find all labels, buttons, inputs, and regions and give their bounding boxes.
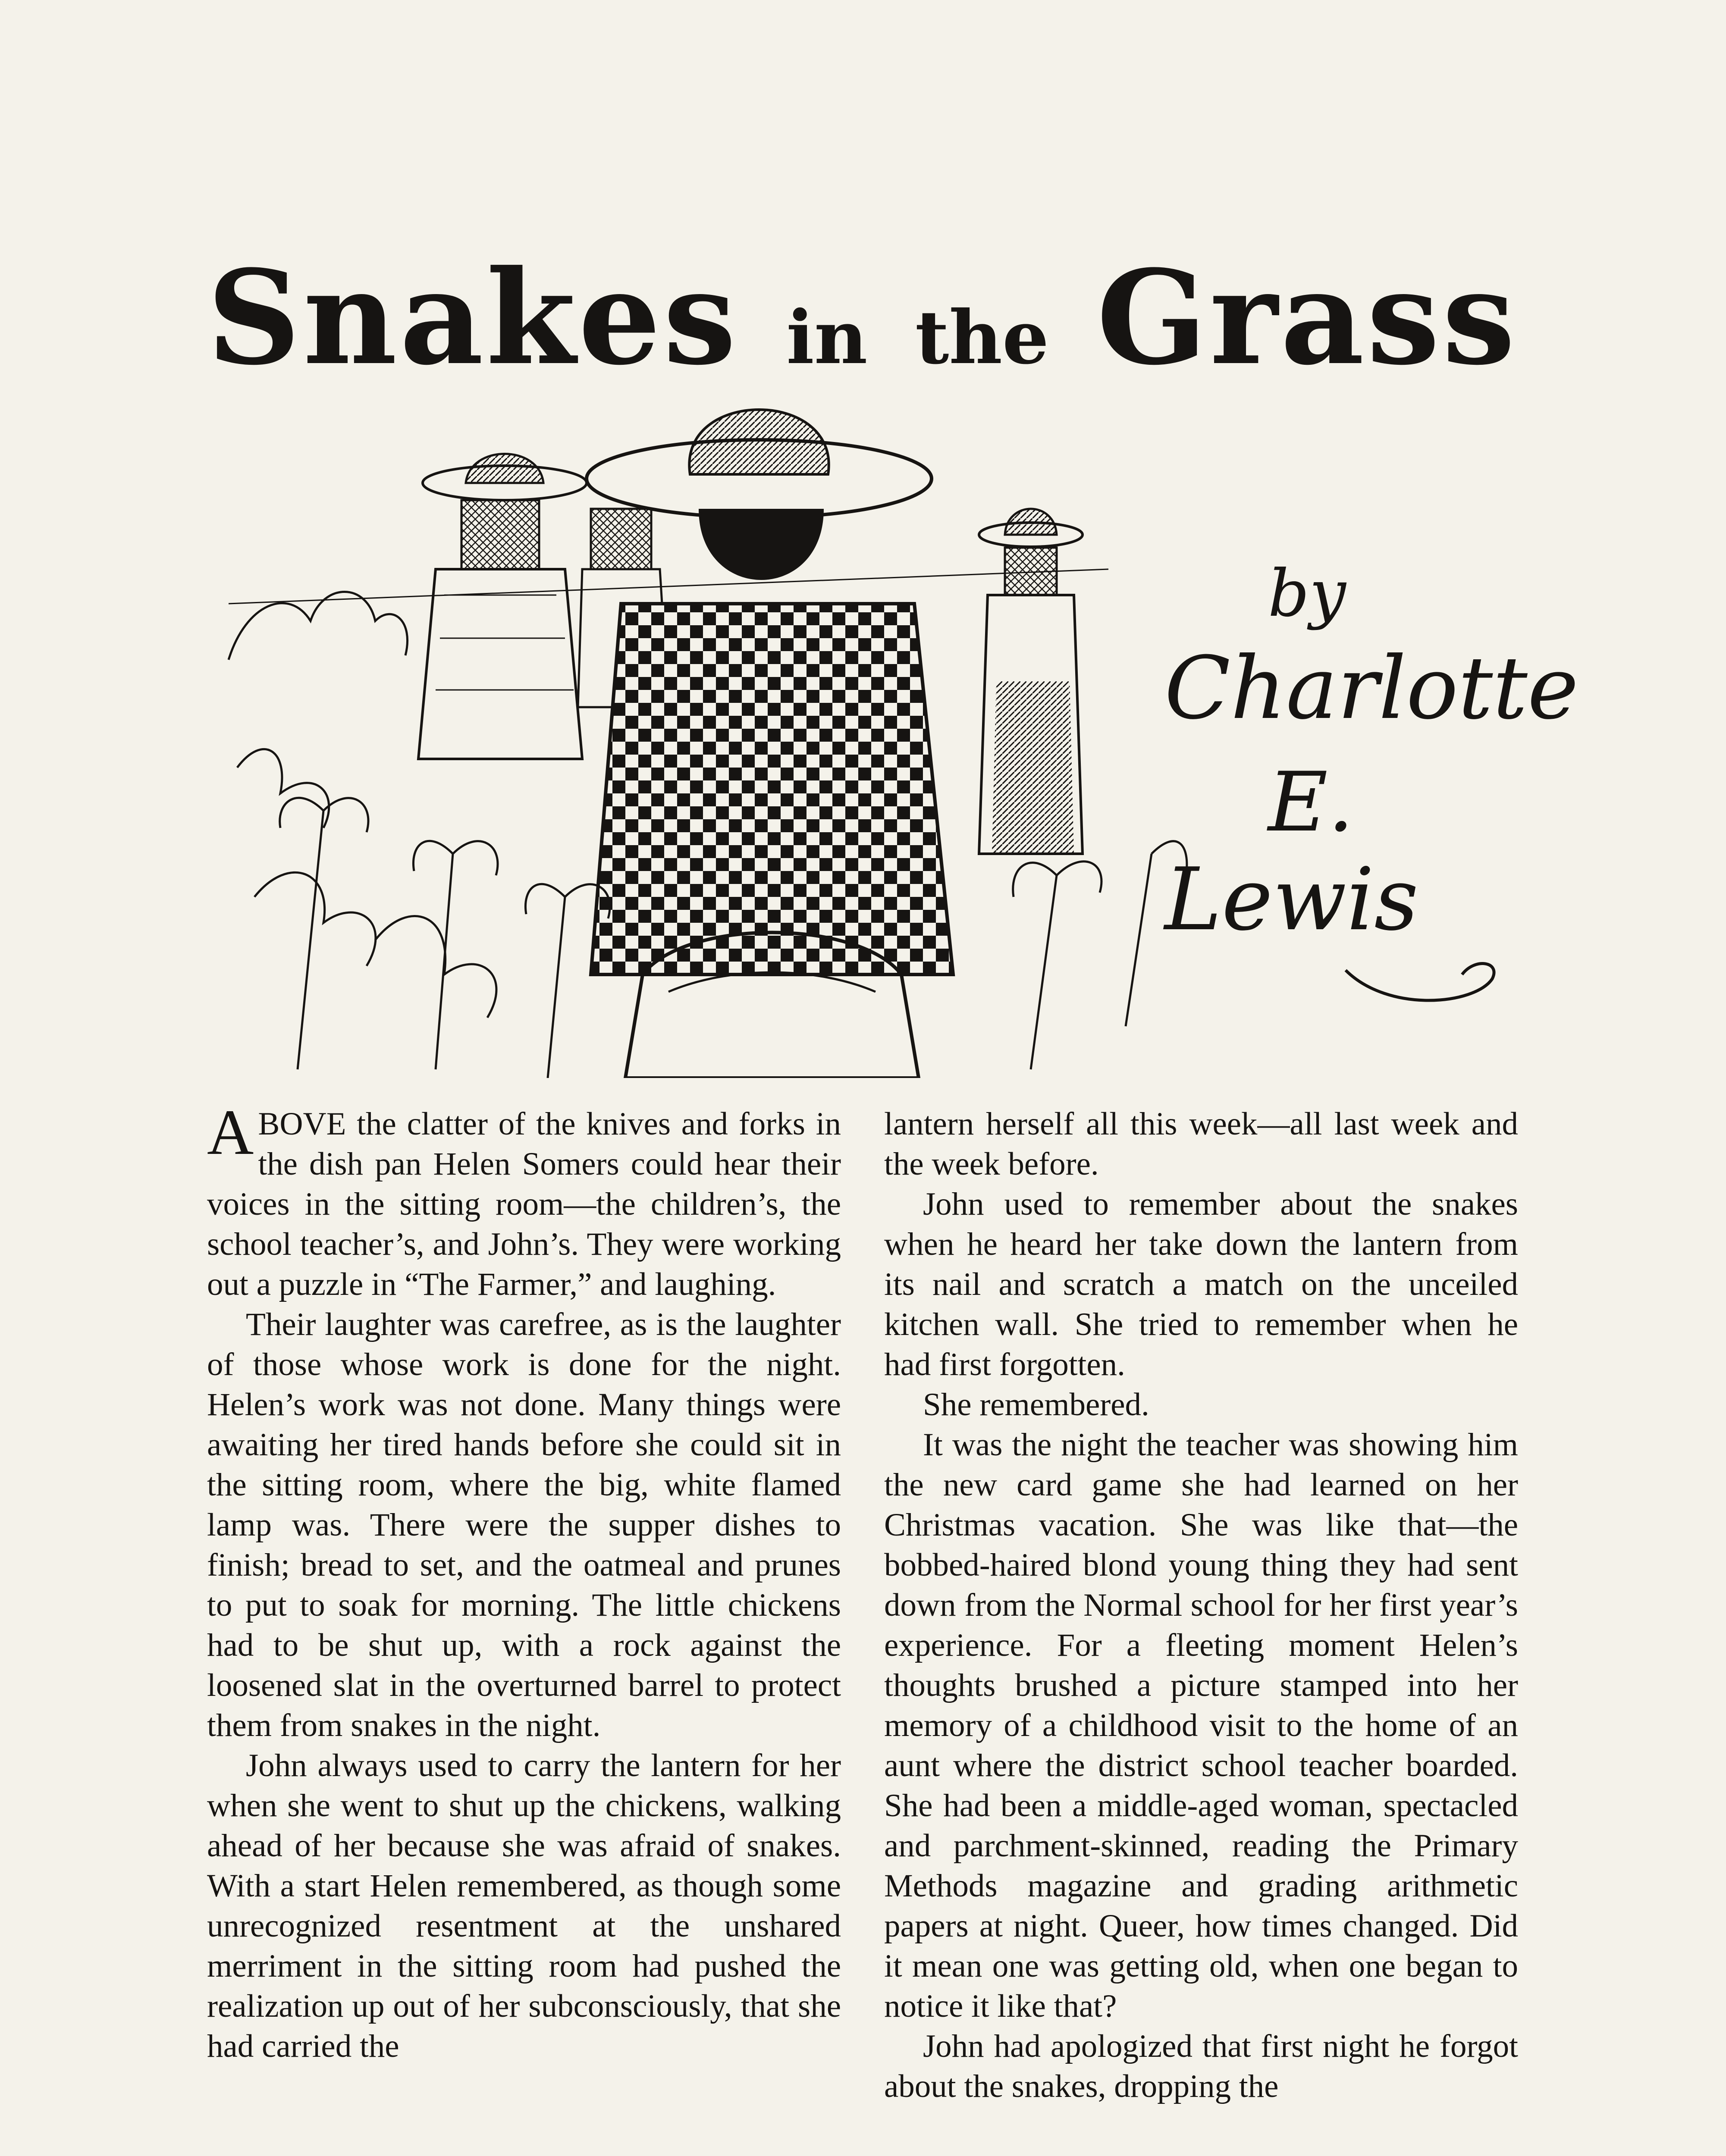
paragraph: Their laughter was carefree, as is the laughter of those whose work is done for the night. Helen’s work was not done. Many things were awaiting her tired hands before she could sit in the sitting room, where the big, white flamed lamp was. There were the supper dishes to finish; bread to set, and the oatmeal and prunes to put to soak for morning. The little chickens had to be shut up, with a rock against the loosened slat in the overturned barrel to protect them from snakes in the night. [207,1307,841,1743]
paragraph: John used to remember about the snakes when he heard her take down the lantern from its nail and scratch a match on the unceiled kitchen wall. She tried to remember when he had first forgotten. [884,1186,1518,1382]
worker-left [418,454,587,759]
title-word-in: in [786,295,868,381]
story-column-left [207,1097,841,2066]
story-column-right [884,1104,1518,2106]
title-word-grass: Grass [1096,241,1518,394]
author-first-name: Charlotte [1164,638,1579,739]
paragraph: It was the night the teacher was showing him the new card game she had learned on her Christmas vacation. She was like that—the bobbed-haired blond young thing they had sent down from the Normal school for her first year’s experience. For a fleeting moment Helen’s thoughts brushed a picture stamped into her memory of a childhood visit to the home of an aunt where the district school teacher boarded. She had been a middle-aged woman, spectacled and parchment-skinned, reading the Primary Methods magazine and grading arithmetic papers at night. Queer, how times changed. Did it mean one was getting old, when one began to notice it like that? [884,1427,1518,2024]
title-word-the: the [915,295,1049,381]
author-byline [1164,539,1579,1035]
paragraph: John always used to carry the lantern for her when she went to shut up the chickens, walking ahead of her because she was afraid of snakes. With a start Helen remembered, as though some unrecognized resentment at the unshared merriment in the sitting room had pushed the realization up out of her subconsciously, that she had carried the [207,1748,841,2064]
paragraph: lantern herself all this week—all last week and the week before. [884,1106,1518,1182]
byline-by: by [1268,556,1346,631]
author-middle-initial: E. [1268,755,1354,850]
author-last-name: Lewis [1164,849,1418,950]
drop-cap: A [207,1097,254,1168]
title-word-snakes: Snakes [207,241,739,394]
farm-workers-illustration [211,379,1190,1078]
paragraph: She remembered. [923,1387,1149,1423]
story-title [207,241,1527,394]
paragraph: ABOVE the clatter of the knives and forks in the dish pan Helen Somers could hear their voices in the sitting room—the children’s, the school teacher’s, and John’s. They were working out a puzzle in “The Farmer,” and laughing. [207,1097,841,1302]
paragraph: John had apologized that first night he forgot about the snakes, dropping the [884,2028,1518,2104]
worker-right [979,509,1083,854]
